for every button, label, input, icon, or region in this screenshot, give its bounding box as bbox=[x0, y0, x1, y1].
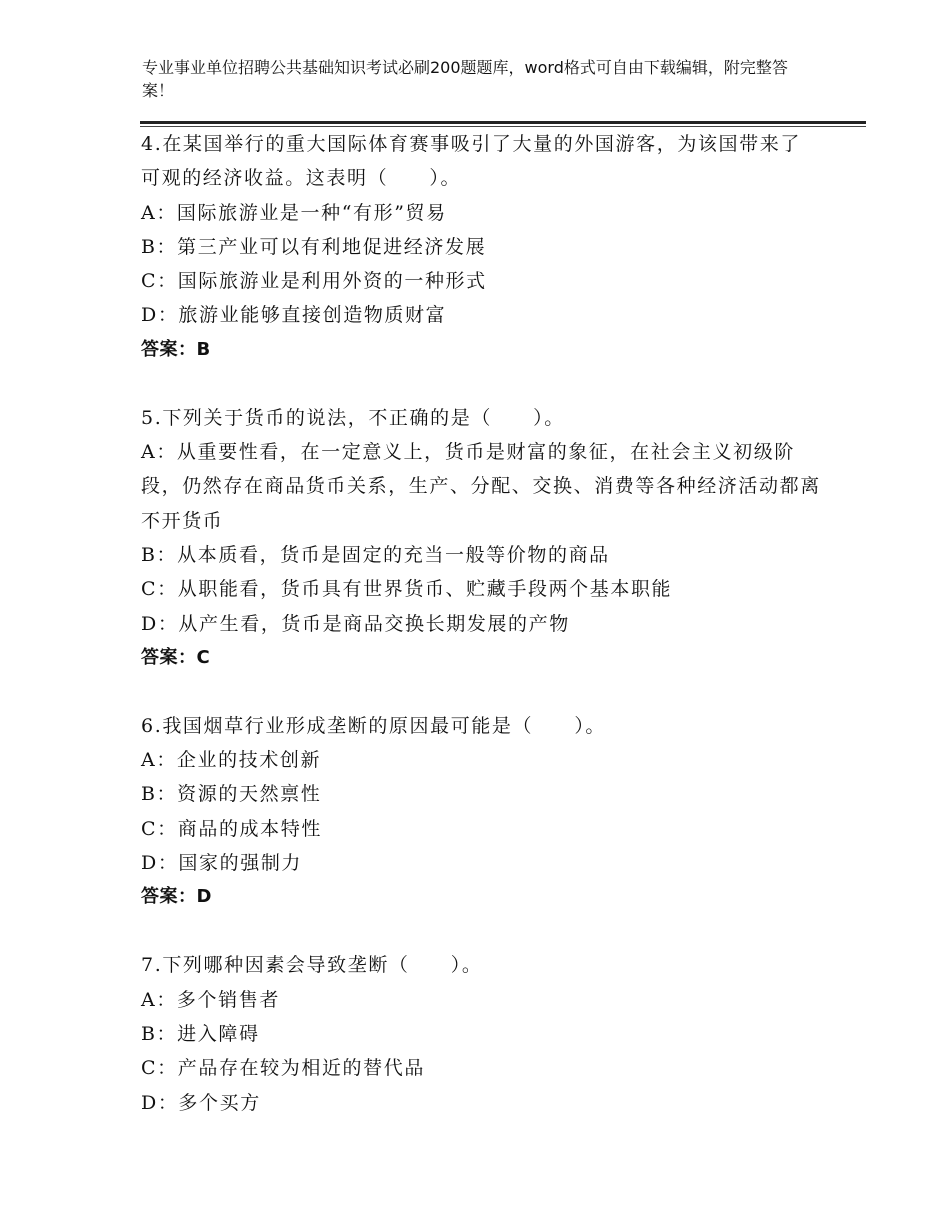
option-d: D：多个买方 bbox=[141, 1091, 261, 1114]
option-d: D：国家的强制力 bbox=[141, 852, 303, 875]
question-6 bbox=[141, 709, 821, 914]
question-4 bbox=[141, 127, 821, 367]
option-b: B：进入障碍 bbox=[141, 1022, 260, 1045]
answer-line: 答案：C bbox=[141, 646, 211, 668]
question-5 bbox=[141, 401, 821, 675]
option-a: A：从重要性看，在一定意义上，货币是财富的象征，在社会主义初级阶段，仍然存在商品货币关系，生产、分配、交换、消费等各种经济活动都离不开货币 bbox=[141, 441, 821, 532]
option-b: B：从本质看，货币是固定的充当一般等价物的商品 bbox=[141, 543, 610, 566]
question-stem: 4.在某国举行的重大国际体育赛事吸引了大量的外国游客，为该国带来了可观的经济收益。这表明（ ）。 bbox=[141, 133, 801, 190]
option-c: C：从职能看，货币具有世界货币、贮藏手段两个基本职能 bbox=[141, 578, 673, 601]
question-7 bbox=[141, 948, 821, 1119]
answer-line: 答案：D bbox=[141, 886, 212, 908]
option-b: B：第三产业可以有利地促进经济发展 bbox=[141, 235, 487, 258]
option-d: D：从产生看，货币是商品交换长期发展的产物 bbox=[141, 612, 570, 635]
question-list bbox=[141, 127, 821, 1154]
option-c: C：产品存在较为相近的替代品 bbox=[141, 1057, 425, 1080]
question-stem: 5.下列关于货币的说法，不正确的是（ ）。 bbox=[141, 406, 565, 429]
option-b: B：资源的天然禀性 bbox=[141, 783, 322, 806]
option-a: A：企业的技术创新 bbox=[141, 749, 322, 772]
option-a: A：多个销售者 bbox=[141, 988, 280, 1011]
header-rule-thick bbox=[140, 121, 866, 124]
question-stem: 7.下列哪种因素会导致垄断（ ）。 bbox=[141, 954, 483, 977]
option-c: C：国际旅游业是利用外资的一种形式 bbox=[141, 270, 487, 293]
question-stem: 6.我国烟草行业形成垄断的原因最可能是（ ）。 bbox=[141, 714, 607, 737]
option-d: D：旅游业能够直接创造物质财富 bbox=[141, 304, 447, 327]
option-a: A：国际旅游业是一种“有形”贸易 bbox=[141, 201, 447, 224]
document-header: 专业事业单位招聘公共基础知识考试必刷200题题库，word格式可自由下载编辑，附完整答案！ bbox=[142, 58, 788, 100]
answer-line: 答案：B bbox=[141, 338, 211, 360]
option-c: C：商品的成本特性 bbox=[141, 817, 322, 840]
